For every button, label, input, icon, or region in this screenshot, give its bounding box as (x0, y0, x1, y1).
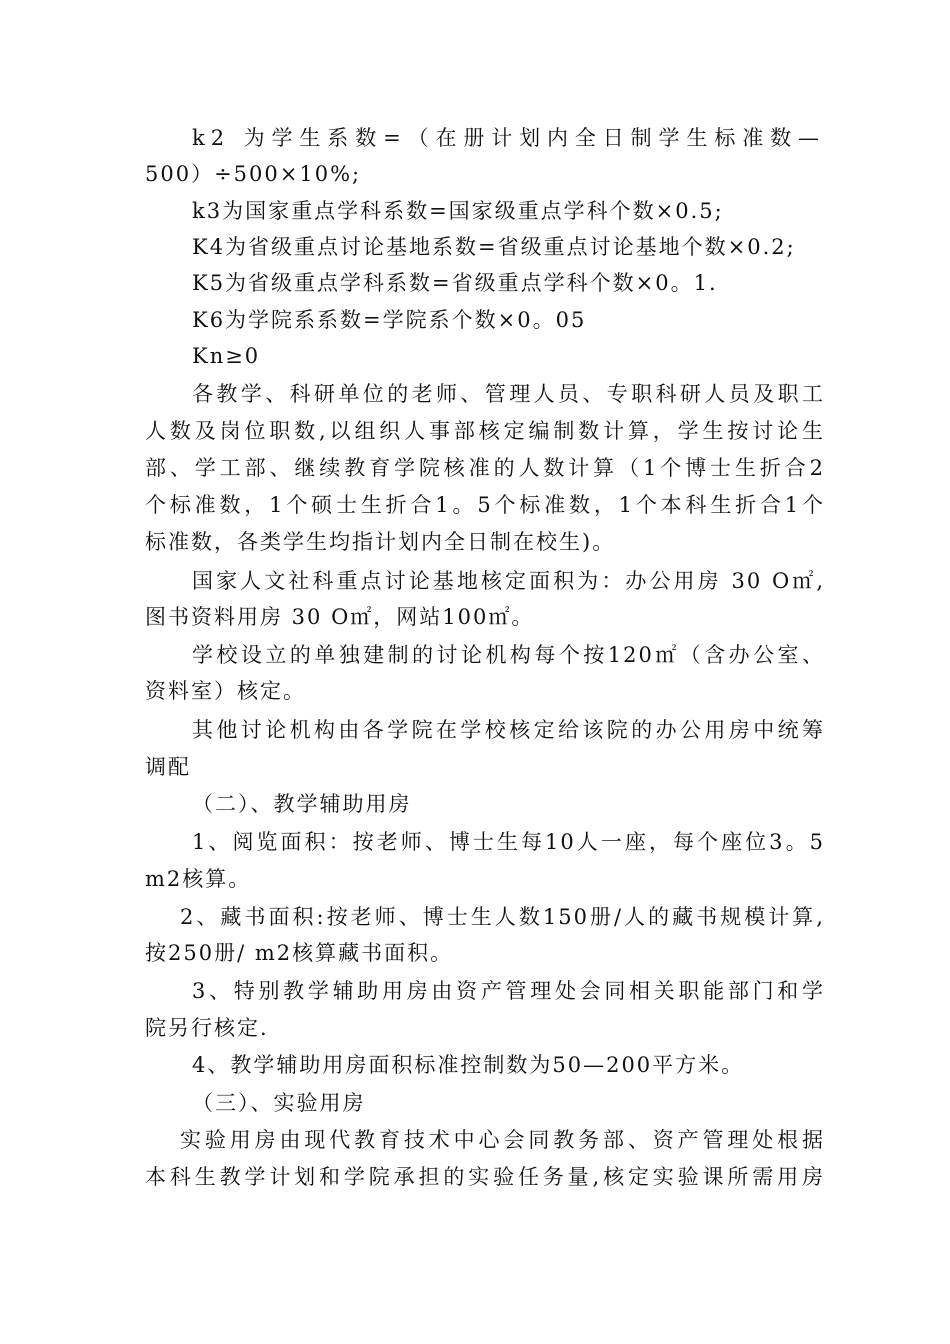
text-line: m2核算。 (145, 867, 252, 891)
text-line: k2 为学生系数=（在册计划内全日制学生标准数— (192, 126, 825, 150)
text-line: K5为省级重点学科系数=省级重点学科个数×0。1. (192, 271, 718, 295)
text-line: 实验用房由现代教育技术中心会同教务部、资产管理处根据 (180, 1128, 825, 1152)
text-line: Kn≥0 (192, 344, 261, 368)
text-line: 2、藏书面积:按老师、博士生人数150册/人的藏书规模计算, (180, 905, 825, 929)
text-line: 各教学、科研单位的老师、管理人员、专职科研人员及职工 (192, 382, 825, 406)
text-line: 3、特别教学辅助用房由资产管理处会同相关职能部门和学 (192, 979, 825, 1003)
section-heading: （二）、教学辅助用房 (192, 792, 412, 816)
text-line: 学校设立的单独建制的讨论机构每个按120㎡（含办公室、 (192, 643, 825, 667)
text-line: 按250册/ m2核算藏书面积。 (145, 941, 454, 965)
text-line: 4、教学辅助用房面积标准控制数为50—200平方米。 (192, 1053, 745, 1077)
text-line: K4为省级重点讨论基地系数=省级重点讨论基地个数×0.2; (192, 235, 796, 259)
text-line: 标准数，各类学生均指计划内全日制在校生)。 (145, 530, 616, 554)
text-line: 500）÷500×10%; (145, 162, 362, 186)
text-line: 国家人文社科重点讨论基地核定面积为：办公用房 30 O㎡, (192, 569, 825, 593)
text-line: 资料室）核定。 (145, 679, 306, 703)
text-line: K6为学院系系数=学院系个数×0。05 (192, 308, 587, 332)
text-line: 调配 (145, 755, 191, 779)
text-line: 部、学工部、继续教育学院核准的人数计算（1个博士生折合2 (145, 456, 825, 480)
text-line: 本科生教学计划和学院承担的实验任务量,核定实验课所需用房 (145, 1165, 825, 1189)
text-line: k3为国家重点学科系数=国家级重点学科个数×0.5; (192, 199, 724, 223)
text-line: 其他讨论机构由各学院在学校核定给该院的办公用房中统筹 (192, 718, 825, 742)
text-line: 人数及岗位职数,以组织人事部核定编制数计算，学生按讨论生 (145, 419, 825, 443)
text-line: 图书资料用房 30 O㎡，网站100㎡。 (145, 605, 535, 629)
section-heading: （三）、实验用房 (192, 1091, 366, 1115)
text-line: 院另行核定. (145, 1016, 269, 1040)
text-line: 个标准数，1个硕士生折合1。5个标准数，1个本科生折合1个 (145, 493, 825, 517)
text-line: 1、阅览面积：按老师、博士生每10人一座，每个座位3。5 (192, 830, 825, 854)
